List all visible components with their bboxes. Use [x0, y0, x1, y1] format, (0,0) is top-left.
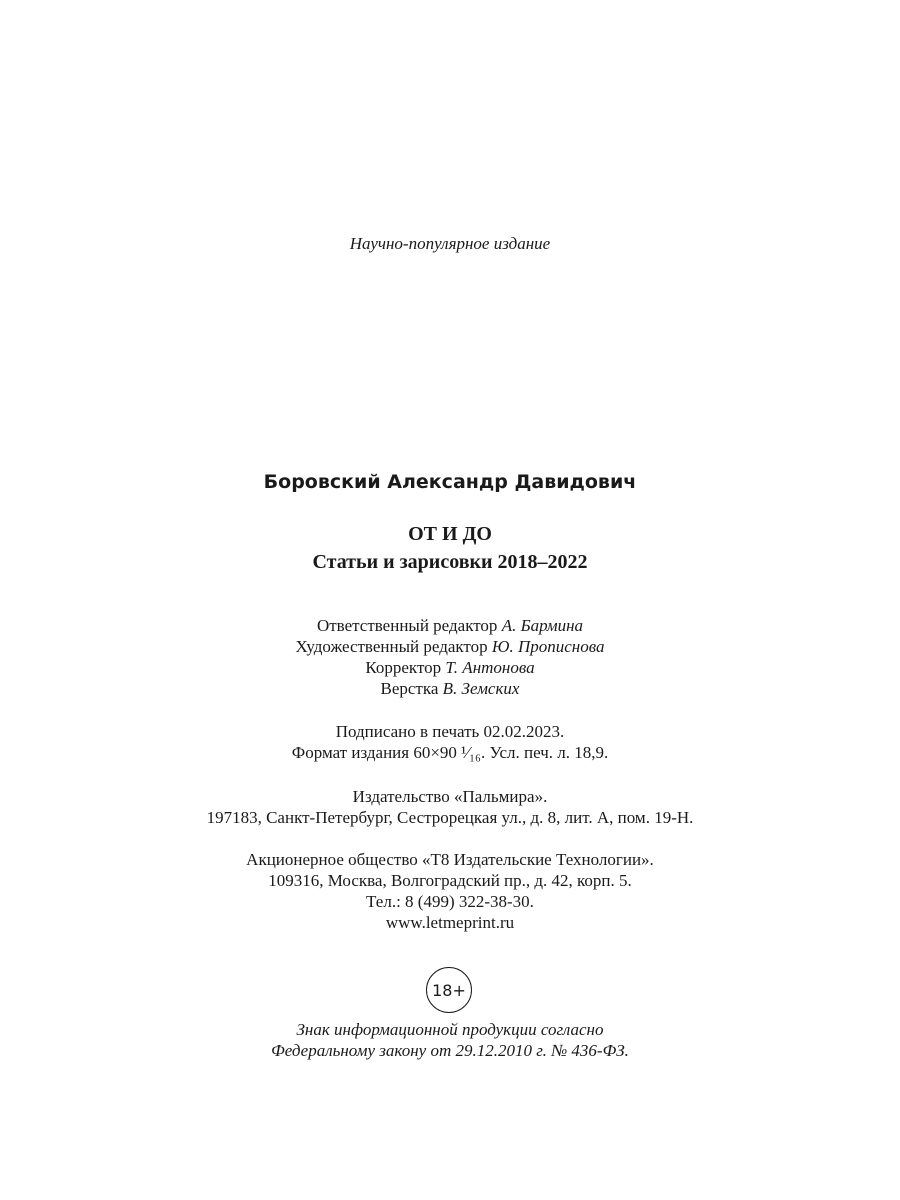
publisher-name: Издательство «Пальмира». [352, 787, 548, 806]
rating-note-line1: Знак информационной продукции согласно [296, 1020, 604, 1039]
credit-label: Ответственный редактор [316, 616, 498, 635]
credit-name: В. Земских [442, 679, 520, 698]
book-title: ОТ И ДО [408, 523, 492, 545]
printer-phone: Тел.: 8 (499) 322-38-30. [366, 892, 534, 911]
credit-name: Ю. Прописнова [491, 637, 605, 656]
edition-type: Научно-популярное издание [349, 234, 551, 253]
credit-name: Т. Антонова [445, 658, 535, 677]
credit-name: А. Бармина [501, 616, 584, 635]
rating-note-line2: Федеральному закону от 29.12.2010 г. № 436-ФЗ. [271, 1041, 629, 1060]
print-format: Формат издания 60×90 ¹⁄₁₆. Усл. печ. л. 18,9. [291, 743, 609, 762]
book-subtitle: Статьи и зарисовки 2018–2022 [312, 551, 588, 573]
author-name: Боровский Александр Давидович [263, 471, 637, 493]
credit-label: Художественный редактор [295, 637, 488, 656]
printer-website: www.letmeprint.ru [385, 913, 515, 932]
credit-label: Верстка [380, 679, 439, 698]
age-rating-badge: 18+ [426, 967, 472, 1013]
credit-layout [0, 678, 900, 699]
printer-name: Акционерное общество «Т8 Издательские Технологии». [246, 850, 654, 869]
print-signed-date: Подписано в печать 02.02.2023. [335, 722, 565, 741]
credit-art-editor [0, 636, 900, 657]
credit-label: Корректор [365, 658, 442, 677]
credit-proofreader [0, 657, 900, 678]
printer-address: 109316, Москва, Волгоградский пр., д. 42, корп. 5. [268, 871, 632, 890]
credit-responsible-editor [0, 615, 900, 636]
publisher-address: 197183, Санкт-Петербург, Сестрорецкая ул., д. 8, лит. А, пом. 19-Н. [206, 808, 694, 827]
